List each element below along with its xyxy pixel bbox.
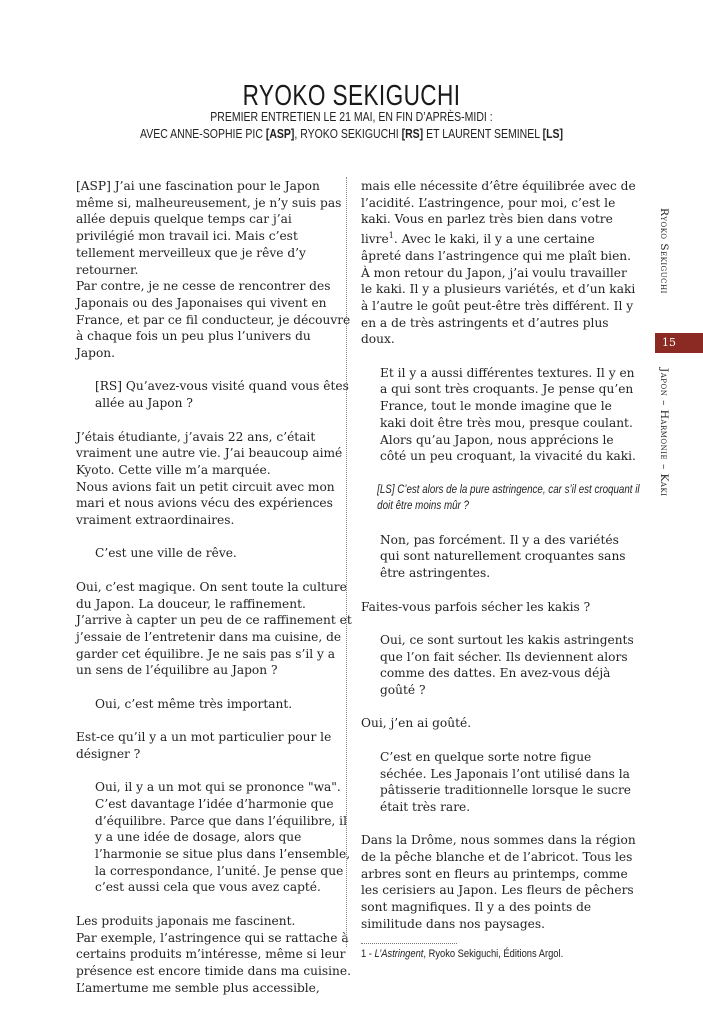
paragraph: Nous avions fait un petit circuit avec mon mari et nous avions vécu des expériences vraiment extraordinaires. bbox=[76, 479, 335, 528]
paragraph: Par contre, je ne cesse de rencontrer des Japonais ou des Japonaises qui vivent en France, et par ce fil conducteur, je découvre à chaque fois un peu plus l’univers du Japon. bbox=[76, 279, 351, 361]
subtitle-text: , RYOKO SEKIGUCHI bbox=[294, 127, 402, 141]
paragraph-text: mais elle nécessite d’être équilibrée avec de l’acidité. L’astringence, pour moi, c’est le kaki. Vous en parlez très bien dans votre livre bbox=[361, 179, 636, 247]
paragraph: À mon retour du Japon, j’ai voulu travailler le kaki. Il y a plusieurs variétés, et d’un kaki à l’autre le goût peut-être très différent. Il y en a de très astringents et d’autres plus doux. bbox=[361, 265, 636, 347]
paragraph: Est-ce qu’il y a un mot particulier pour le désigner ? bbox=[76, 730, 332, 761]
answer-paragraph: Oui, il y a un mot qui se prononce "wa". C’est davantage l’idée d’harmonie que d’équilibre. Parce que dans l’équilibre, il y a une idée de dosage, alors que l’harmonie se situe plus dans l’ensemble, la correspondance, l’unité. Je pense que c’est aussi cela que vous avez capté. bbox=[95, 780, 351, 895]
paragraph: Oui, c’est magique. On sent toute la culture du Japon. La douceur, le raffinement. bbox=[76, 579, 347, 611]
paragraph: Par exemple, l’astringence qui se rattache à certains produits m’intéresse, même si leur présence est encore timide dans ma cuisine. L’amertume me semble plus accessible, bbox=[76, 930, 351, 995]
question-paragraph: C’est une ville de rêve. bbox=[95, 546, 237, 561]
page-number: 15 bbox=[655, 333, 703, 353]
question-paragraph: [LS] C’est alors de la pure astringence, car s’il est croquant il doit être moins mûr ? bbox=[377, 483, 640, 513]
interview-subtitle-line2 bbox=[56, 127, 647, 141]
paragraph: [ASP] J’ai une fascination pour le Japon même si, malheureusement, je n’y suis pas allée depuis quelque temps car j’ai privilégié mon travail ici. Mais c’est tellement merveilleux que je rêve d’y retourner. bbox=[76, 179, 342, 277]
author-name: Ryoko Sekiguchi bbox=[658, 208, 670, 294]
running-header-author bbox=[642, 208, 682, 318]
subtitle-text: AVEC ANNE-SOPHIE PIC bbox=[139, 127, 266, 141]
section-name: Japon – Harmonie – Kaki bbox=[658, 368, 670, 497]
paragraph bbox=[361, 178, 637, 265]
paragraph: J’arrive à capter un peu de ce raffinement et j’essaie de l’entretenir dans ma cuisine, de garder cet équilibre. Je ne sais pas s’il y a un sens de l’équilibre au Japon ? bbox=[76, 613, 352, 678]
subtitle-text: ET LAURENT SEMINEL bbox=[423, 127, 543, 141]
paragraph-text: . Avec le kaki, il y a une certaine âpreté dans l’astringence qui me plaît bien. bbox=[361, 232, 632, 263]
question-paragraph: [RS] Qu’avez-vous visité quand vous êtes allée au Japon ? bbox=[95, 379, 349, 411]
speaker-tag-rs: [RS] bbox=[401, 127, 424, 141]
paragraph: Dans la Drôme, nous sommes dans la région de la pêche blanche et de l’abricot. Tous les arbres sont en fleurs au printemps, comme les cerisiers au Japon. Les fleurs de pêchers sont magnifiques. Il y a des points de similitude dans nos paysages. bbox=[361, 833, 636, 931]
paragraph: J’étais étudiante, j’avais 22 ans, c’était vraiment une autre vie. J’ai beaucoup aimé Kyoto. Cette ville m’a marquée. bbox=[76, 429, 343, 477]
page-title: RYOKO SEKIGUCHI bbox=[242, 80, 461, 112]
footnote-text: , Ryoko Sekiguchi, Éditions Argol. bbox=[423, 948, 564, 960]
column-divider bbox=[346, 177, 347, 947]
footnote-rule bbox=[361, 943, 457, 944]
answer-paragraph: Alors qu’au Japon, nous apprécions le côté un peu croquant, la vivacité du kaki. bbox=[380, 432, 636, 464]
interview-subtitle-line1: PREMIER ENTRETIEN LE 21 MAI, EN FIN D’APRÈS-MIDI : bbox=[210, 110, 493, 124]
footnote-number: 1 - bbox=[361, 948, 375, 960]
question-paragraph: Oui, c’est même très important. bbox=[95, 696, 293, 711]
speaker-tag-ls: [LS] bbox=[542, 127, 564, 141]
left-column bbox=[76, 178, 352, 996]
paragraph: Oui, j’en ai goûté. bbox=[361, 716, 472, 731]
speaker-tag-asp: [ASP] bbox=[265, 127, 295, 141]
footnote-book-title: L’Astringent bbox=[374, 948, 424, 960]
footnote bbox=[361, 948, 563, 960]
running-header-section bbox=[642, 368, 682, 518]
paragraph: Les produits japonais me fascinent. bbox=[76, 913, 296, 928]
answer-paragraph: C’est en quelque sorte notre figue séchée. Les Japonais l’ont utilisé dans la pâtisserie traditionnelle lorsque le sucre était très rare. bbox=[380, 749, 632, 814]
footnote-ref: 1 bbox=[388, 231, 394, 241]
right-column bbox=[361, 178, 640, 933]
answer-paragraph: Oui, ce sont surtout les kakis astringents que l’on fait sécher. Ils deviennent alors comme des dattes. En avez-vous déjà goûté ? bbox=[380, 632, 634, 698]
answer-paragraph: Non, pas forcément. Il y a des variétés qui sont naturellement croquantes sans être astringentes. bbox=[380, 532, 626, 581]
paragraph: Faites-vous parfois sécher les kakis ? bbox=[361, 599, 591, 614]
answer-paragraph: Et il y a aussi différentes textures. Il y en a qui sont très croquants. Je pense qu’en France, tout le monde imagine que le kaki doit être très mou, presque coulant. bbox=[380, 365, 635, 430]
